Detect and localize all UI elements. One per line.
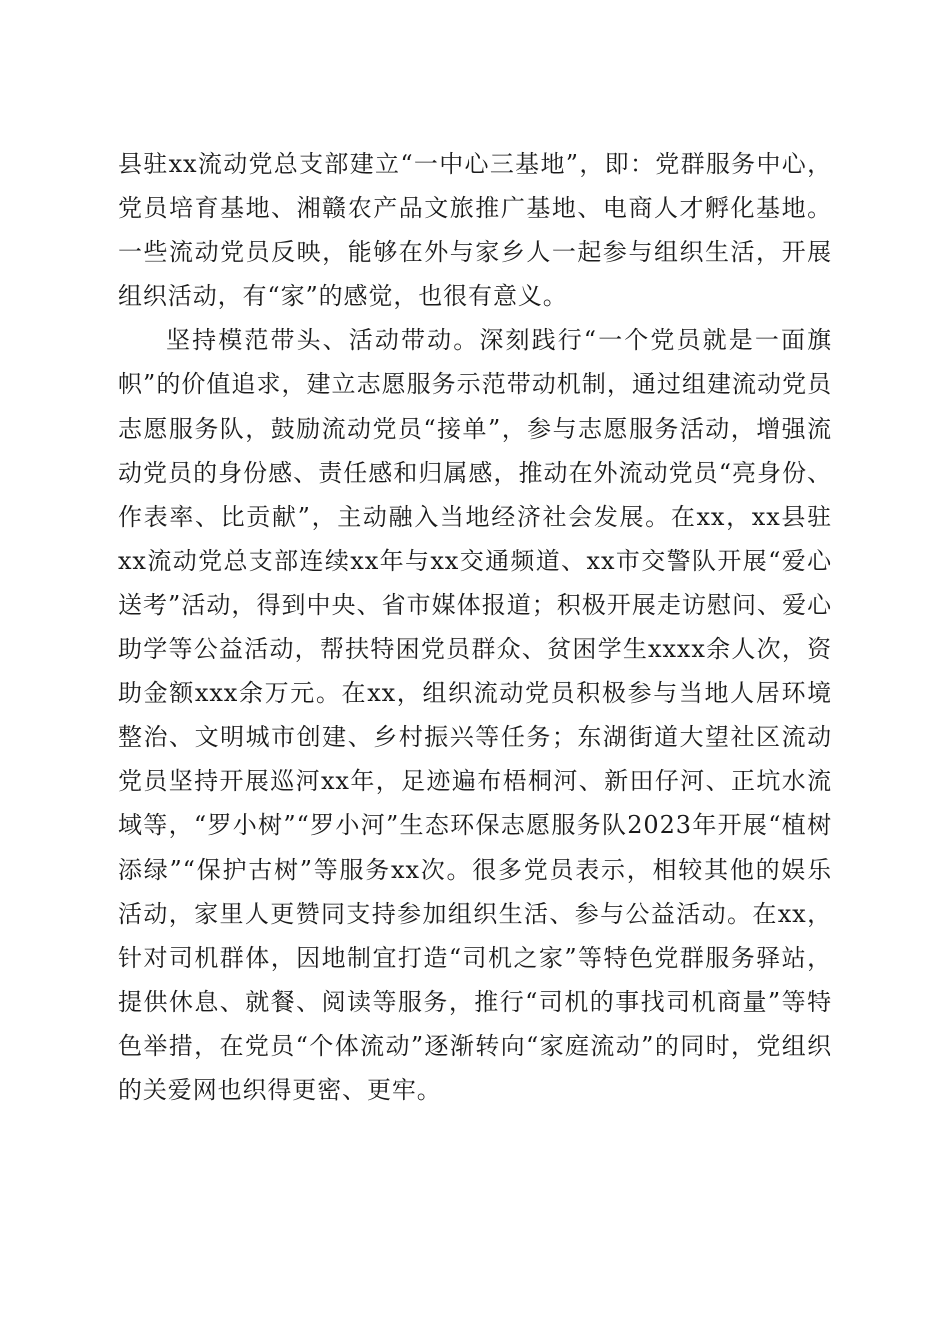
document-body — [118, 142, 832, 1112]
paragraph-continuation: 县驻xx流动党总支部建立“一中心三基地”，即：党群服务中心，党员培育基地、湘赣农产品文旅推广基地、电商人才孵化基地。一些流动党员反映，能够在外与家乡人一起参与组织生活，开展组织活动，有“家”的感觉，也很有意义。 — [118, 150, 832, 311]
paragraph-model-leadership: 坚持模范带头、活动带动。深刻践行“一个党员就是一面旗帜”的价值追求，建立志愿服务示范带动机制，通过组建流动党员志愿服务队，鼓励流动党员“接单”，参与志愿服务活动，增强流动党员的身份感、责任感和归属感，推动在外流动党员“亮身份、作表率、比贡献”，主动融入当地经济社会发展。在xx，xx县驻xx流动党总支部连续xx年与xx交通频道、xx市交警队开展“爱心送考”活动，得到中央、省市媒体报道；积极开展走访慰问、爱心助学等公益活动，帮扶特困党员群众、贫困学生xxxx余人次，资助金额xxx余万元。在xx，组织流动党员积极参与当地人居环境整治、文明城市创建、乡村振兴等任务；东湖街道大望社区流动党员坚持开展巡河xx年，足迹遍布梧桐河、新田仔河、正坑水流域等，“罗小树”“罗小河”生态环保志愿服务队2023年开展“植树添绿”“保护古树”等服务xx次。很多党员表示，相较其他的娱乐活动，家里人更赞同支持参加组织生活、参与公益活动。在xx，针对司机群体，因地制宜打造“司机之家”等特色党群服务驿站，提供休息、就餐、阅读等服务，推行“司机的事找司机商量”等特色举措，在党员“个体流动”逐渐转向“家庭流动”的同时，党组织的关爱网也织得更密、更牢。 — [118, 326, 832, 1104]
